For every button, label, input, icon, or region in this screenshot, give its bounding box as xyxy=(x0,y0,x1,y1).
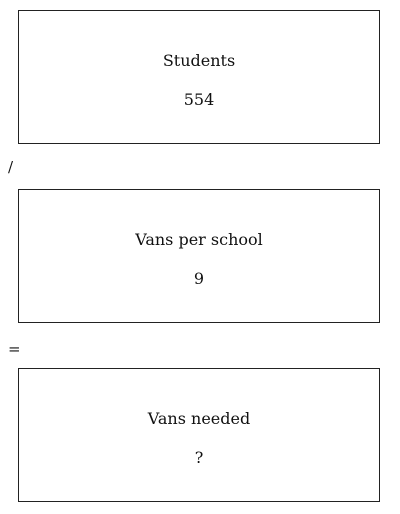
vans-needed-card xyxy=(18,368,380,502)
division-operator: / xyxy=(8,158,14,176)
students-label: Students xyxy=(162,51,236,70)
vans-per-school-card xyxy=(18,189,380,323)
vans-per-school-value: 9 xyxy=(193,269,205,288)
students-card xyxy=(18,10,380,144)
vans-needed-value: ? xyxy=(194,448,204,467)
students-value: 554 xyxy=(183,90,215,109)
vans-needed-label: Vans needed xyxy=(147,409,251,428)
vans-per-school-label: Vans per school xyxy=(135,230,263,249)
equals-operator: = xyxy=(8,340,21,358)
